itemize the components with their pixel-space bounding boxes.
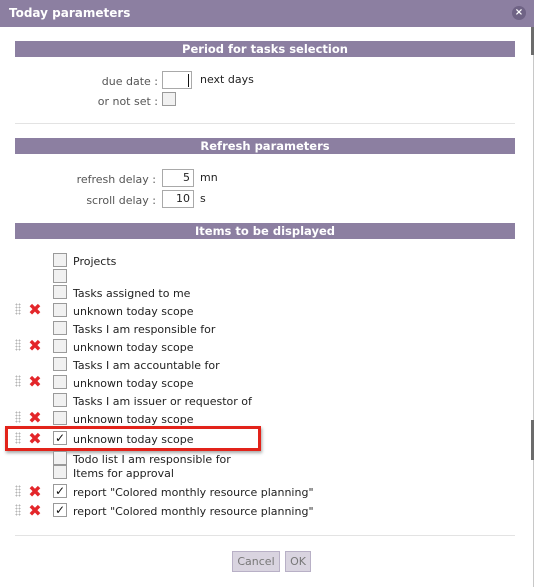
item-checkbox[interactable] (53, 357, 67, 371)
item-checkbox[interactable] (53, 339, 67, 353)
item-label: Tasks assigned to me (73, 287, 191, 300)
scroll-delay-label: scroll delay : (86, 194, 156, 207)
item-label: Items for approval (73, 467, 174, 480)
item-checkbox[interactable] (53, 393, 67, 407)
delete-icon[interactable]: ✖ (28, 501, 42, 520)
item-checkbox[interactable] (53, 411, 67, 425)
item-checkbox[interactable]: ✓ (54, 431, 66, 445)
refresh-delay-input[interactable]: 5 (162, 169, 194, 187)
item-checkbox[interactable] (53, 321, 67, 335)
due-date-label: due date : (101, 75, 158, 88)
item-label: report "Colored monthly resource planning" (73, 486, 314, 499)
period-section-header: Period for tasks selection (15, 41, 515, 57)
drag-handle-icon[interactable] (15, 411, 21, 423)
dialog-title: Today parameters (9, 6, 131, 20)
refresh-delay-label: refresh delay : (76, 173, 156, 186)
cancel-button[interactable]: Cancel (232, 551, 280, 572)
refresh-section-header: Refresh parameters (15, 138, 515, 154)
highlight-box (5, 426, 261, 451)
item-checkbox[interactable]: ✓ (54, 503, 66, 517)
item-label: unknown today scope (73, 433, 194, 446)
item-label: unknown today scope (73, 413, 194, 426)
ok-button[interactable]: OK (285, 551, 311, 572)
item-label: Todo list I am responsible for (73, 453, 231, 466)
item-label: report "Colored monthly resource planning" (73, 505, 314, 518)
item-label: Tasks I am issuer or requestor of (73, 395, 252, 408)
scroll-delay-input[interactable]: 10 (162, 190, 194, 208)
text-cursor (188, 74, 189, 87)
drag-handle-icon[interactable] (15, 303, 21, 315)
item-checkbox[interactable] (53, 269, 67, 283)
item-checkbox[interactable] (53, 451, 67, 465)
drag-handle-icon[interactable] (15, 339, 21, 351)
next-days-label: next days (200, 73, 254, 86)
separator (15, 535, 515, 536)
not-set-checkbox[interactable] (162, 92, 176, 106)
refresh-unit-label: mn (200, 171, 218, 184)
item-checkbox[interactable]: ✓ (54, 484, 66, 498)
item-checkbox[interactable] (53, 465, 67, 479)
delete-icon[interactable]: ✖ (28, 408, 42, 427)
drag-handle-icon[interactable] (15, 485, 21, 497)
item-checkbox[interactable] (53, 303, 67, 317)
item-checkbox[interactable] (53, 253, 67, 267)
delete-icon[interactable]: ✖ (28, 336, 42, 355)
dialog-titlebar[interactable] (0, 0, 534, 27)
close-icon[interactable]: × (512, 6, 526, 20)
item-label: Tasks I am responsible for (73, 323, 216, 336)
drag-handle-icon[interactable] (15, 375, 21, 387)
delete-icon[interactable]: ✖ (28, 429, 42, 448)
item-label: unknown today scope (73, 341, 194, 354)
item-label: Projects (73, 255, 117, 268)
item-label: unknown today scope (73, 305, 194, 318)
delete-icon[interactable]: ✖ (28, 372, 42, 391)
item-checkbox[interactable] (53, 375, 67, 389)
item-label: Tasks I am accountable for (73, 359, 220, 372)
delete-icon[interactable]: ✖ (28, 300, 42, 319)
drag-handle-icon[interactable] (15, 504, 21, 516)
items-section-header: Items to be displayed (15, 223, 515, 239)
item-checkbox[interactable] (53, 285, 67, 299)
separator (15, 123, 515, 124)
item-label: unknown today scope (73, 377, 194, 390)
delete-icon[interactable]: ✖ (28, 482, 42, 501)
scroll-unit-label: s (200, 192, 206, 205)
not-set-label: or not set : (97, 95, 158, 108)
